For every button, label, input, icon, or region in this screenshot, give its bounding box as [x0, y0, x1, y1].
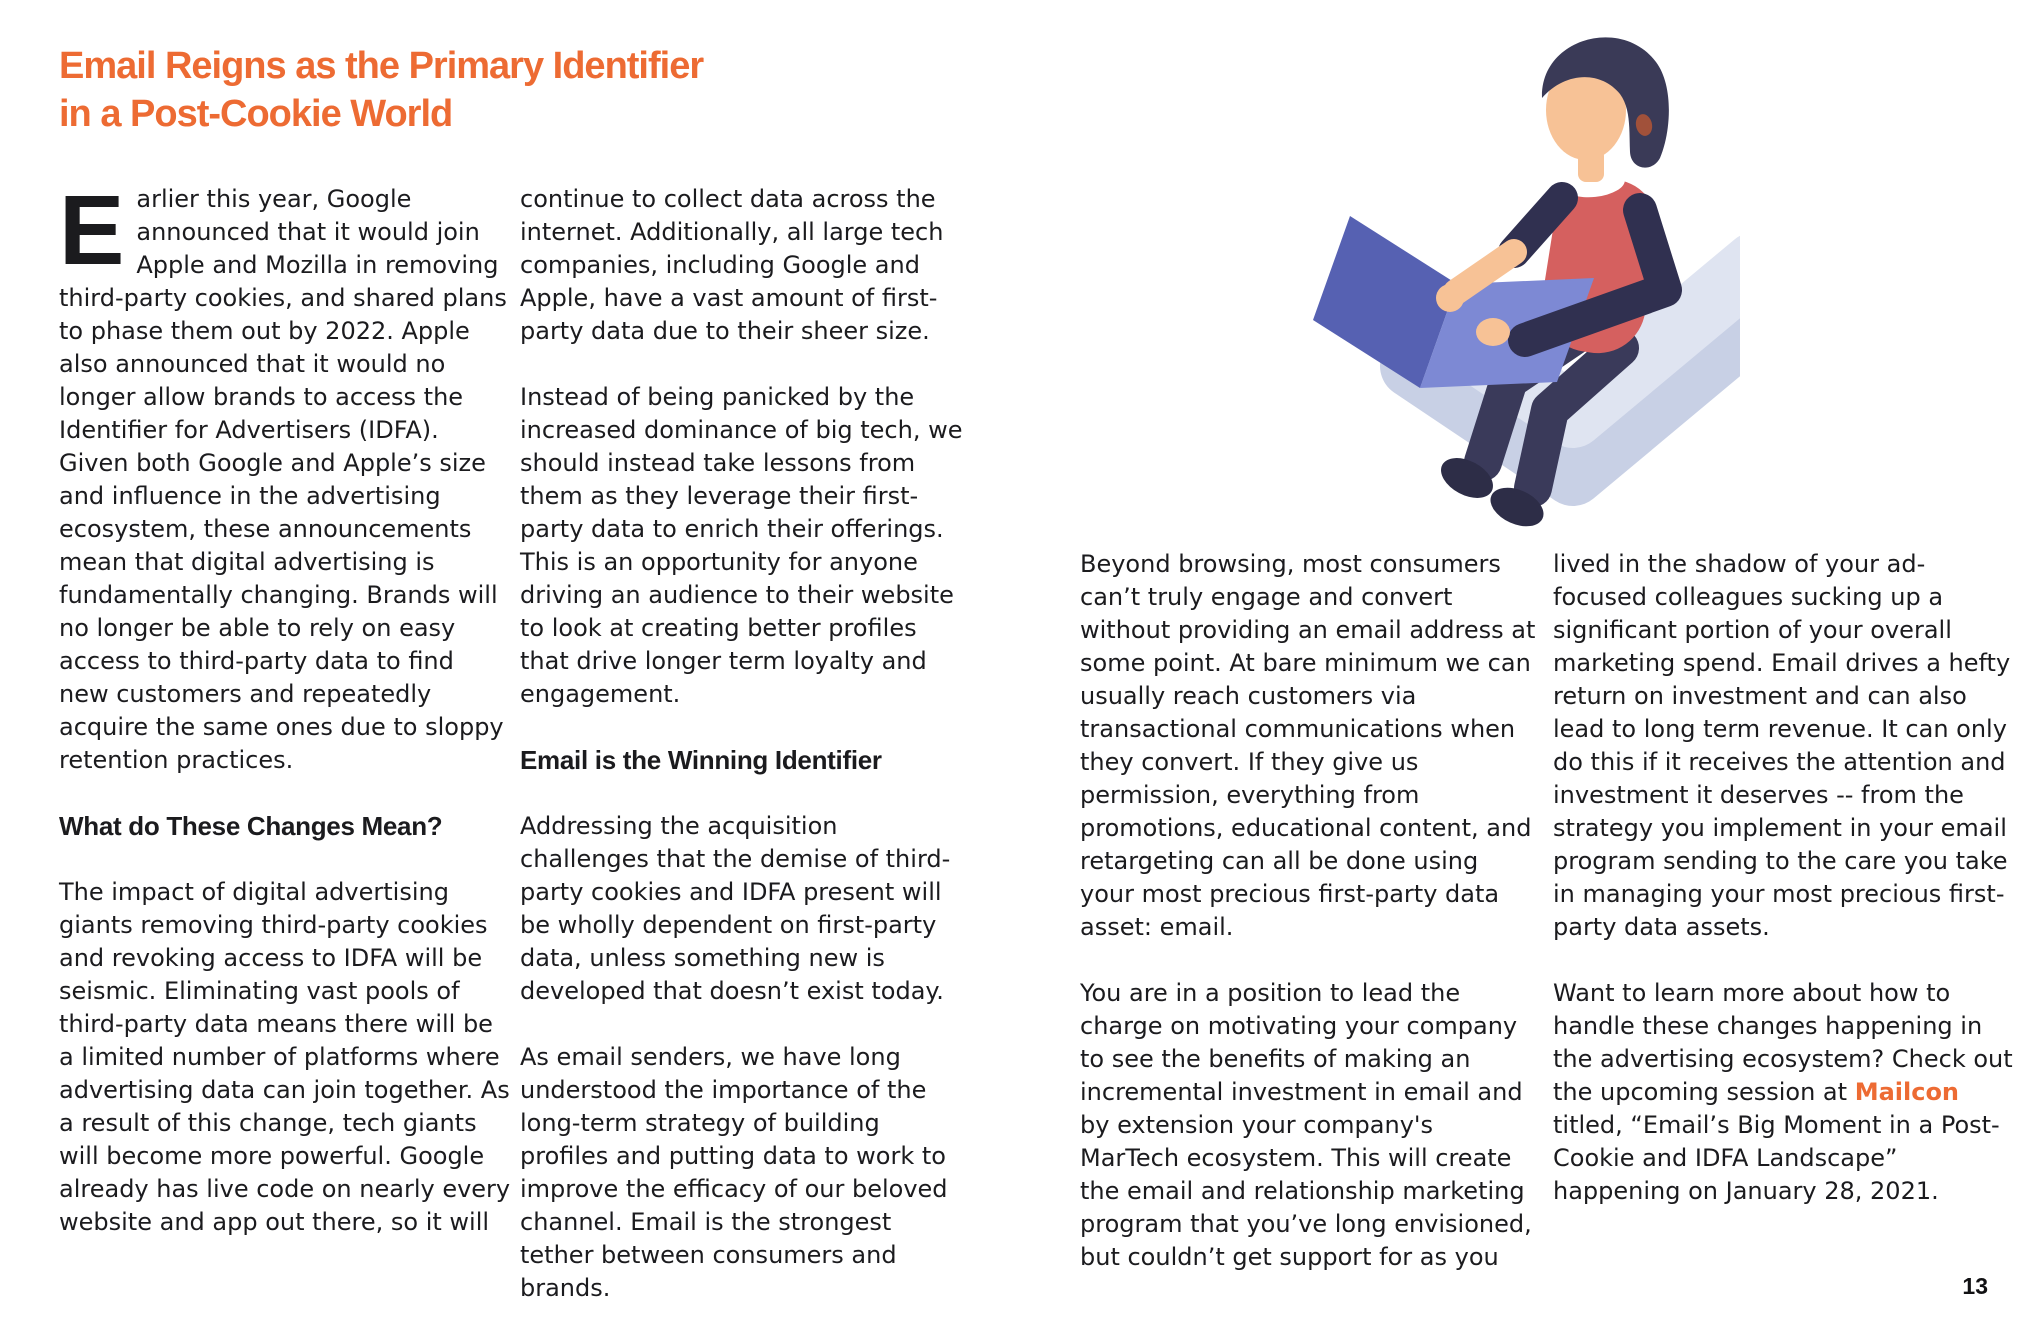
paragraph: As email senders, we have long understood the importance of the long-term strategy of building profiles and putting data to work to improve the efficacy of our beloved channel. Email is the strongest tether between consumers and brands.: [520, 1043, 948, 1302]
page-number: 13: [1962, 1273, 1988, 1299]
text-column-4: [1553, 548, 2013, 1208]
paragraph: Addressing the acquisition challenges that the demise of third-party cookies and IDFA present will be wholly dependent on first-party data, unless something new is developed that doesn’t exist today.: [520, 812, 951, 1005]
paragraph: continue to collect data across the internet. Additionally, all large tech companies, including Google and Apple, have a vast amount of first-party data due to their sheer size.: [520, 185, 944, 345]
paragraph: [1553, 977, 2013, 1208]
paragraph: Beyond browsing, most consumers can’t truly engage and convert without providing an email address at some point. At bare minimum we can usually reach customers via transactional communications when they convert. If they give us permission, everything from promotions, educational content, and retargeting can all be done using your most precious first-party data asset: email.: [1080, 550, 1536, 941]
paragraph: Instead of being panicked by the increased dominance of big tech, we should instead take lessons from them as they leverage their first-party data to enrich their offerings. This is an opportunity for anyone driving an audience to their website to look at creating better profiles that drive longer term loyalty and engagement.: [520, 383, 963, 708]
section-heading-changes: What do These Changes Mean?: [59, 811, 443, 841]
text-column-2: [520, 183, 972, 1305]
paragraph: The impact of digital advertising giants removing third-party cookies and revoking access to IDFA will be seismic. Eliminating vast pools of third-party data means there will be a limited number of platforms where advertising data can join together. As a result of this change, tech giants will become more powerful. Google already has live code on nearly every website and app out there, so it will: [59, 878, 511, 1236]
text-column-1: [59, 175, 511, 1239]
paragraph: You are in a position to lead the charge on motivating your company to see the benefits of making an incremental investment in email and by extension your company's MarTech ecosystem. This will create the email and relationship marketing program that you’ve long envisioned, but couldn’t get support for as you: [1080, 979, 1532, 1271]
paragraph: lived in the shadow of your ad-focused colleagues sucking up a significant portion of your overall marketing spend. Email drives a hefty return on investment and can also lead to long term revenue. It can only do this if it receives the attention and investment it deserves -- from the strategy you implement in your email program sending to the care you take in managing your most precious first-party data assets.: [1553, 550, 2011, 941]
paragraph-text: titled, “Email’s Big Moment in a Post-Cookie and IDFA Landscape” happening on January 28, 2021.: [1553, 1111, 2000, 1205]
text-column-3: [1080, 548, 1538, 1274]
paragraph-text: Want to learn more about how to handle these changes happening in the advertising ecosystem? Check out the upcoming session at: [1553, 979, 2013, 1106]
mailcon-link[interactable]: Mailcon: [1854, 1078, 1960, 1106]
drop-cap: E: [59, 175, 125, 285]
person-laptop-illustration: [1020, 10, 1740, 530]
article-title-line2: in a Post-Cookie World: [59, 93, 453, 135]
article-title-line1: Email Reigns as the Primary Identifier: [59, 45, 704, 87]
section-heading-winning-identifier: Email is the Winning Identifier: [520, 745, 882, 775]
person-left-hand: [1436, 284, 1464, 312]
article-title: [59, 42, 703, 138]
person-right-hand: [1476, 318, 1510, 346]
paragraph: [59, 175, 511, 777]
paragraph-text: arlier this year, Google announced that it would join Apple and Mozilla in removing third-party cookies, and shared plans to phase them out by 2022. Apple also announced that it would no longer allow brands to access the Identifier for Advertisers (IDFA). Given both Google and Apple’s size and influence in the advertising ecosystem, these announcements mean that digital advertising is fundamentally changing. Brands will no longer be able to rely on easy access to third-party data to find new customers and repeatedly acquire the same ones due to sloppy retention practices.: [59, 185, 507, 774]
